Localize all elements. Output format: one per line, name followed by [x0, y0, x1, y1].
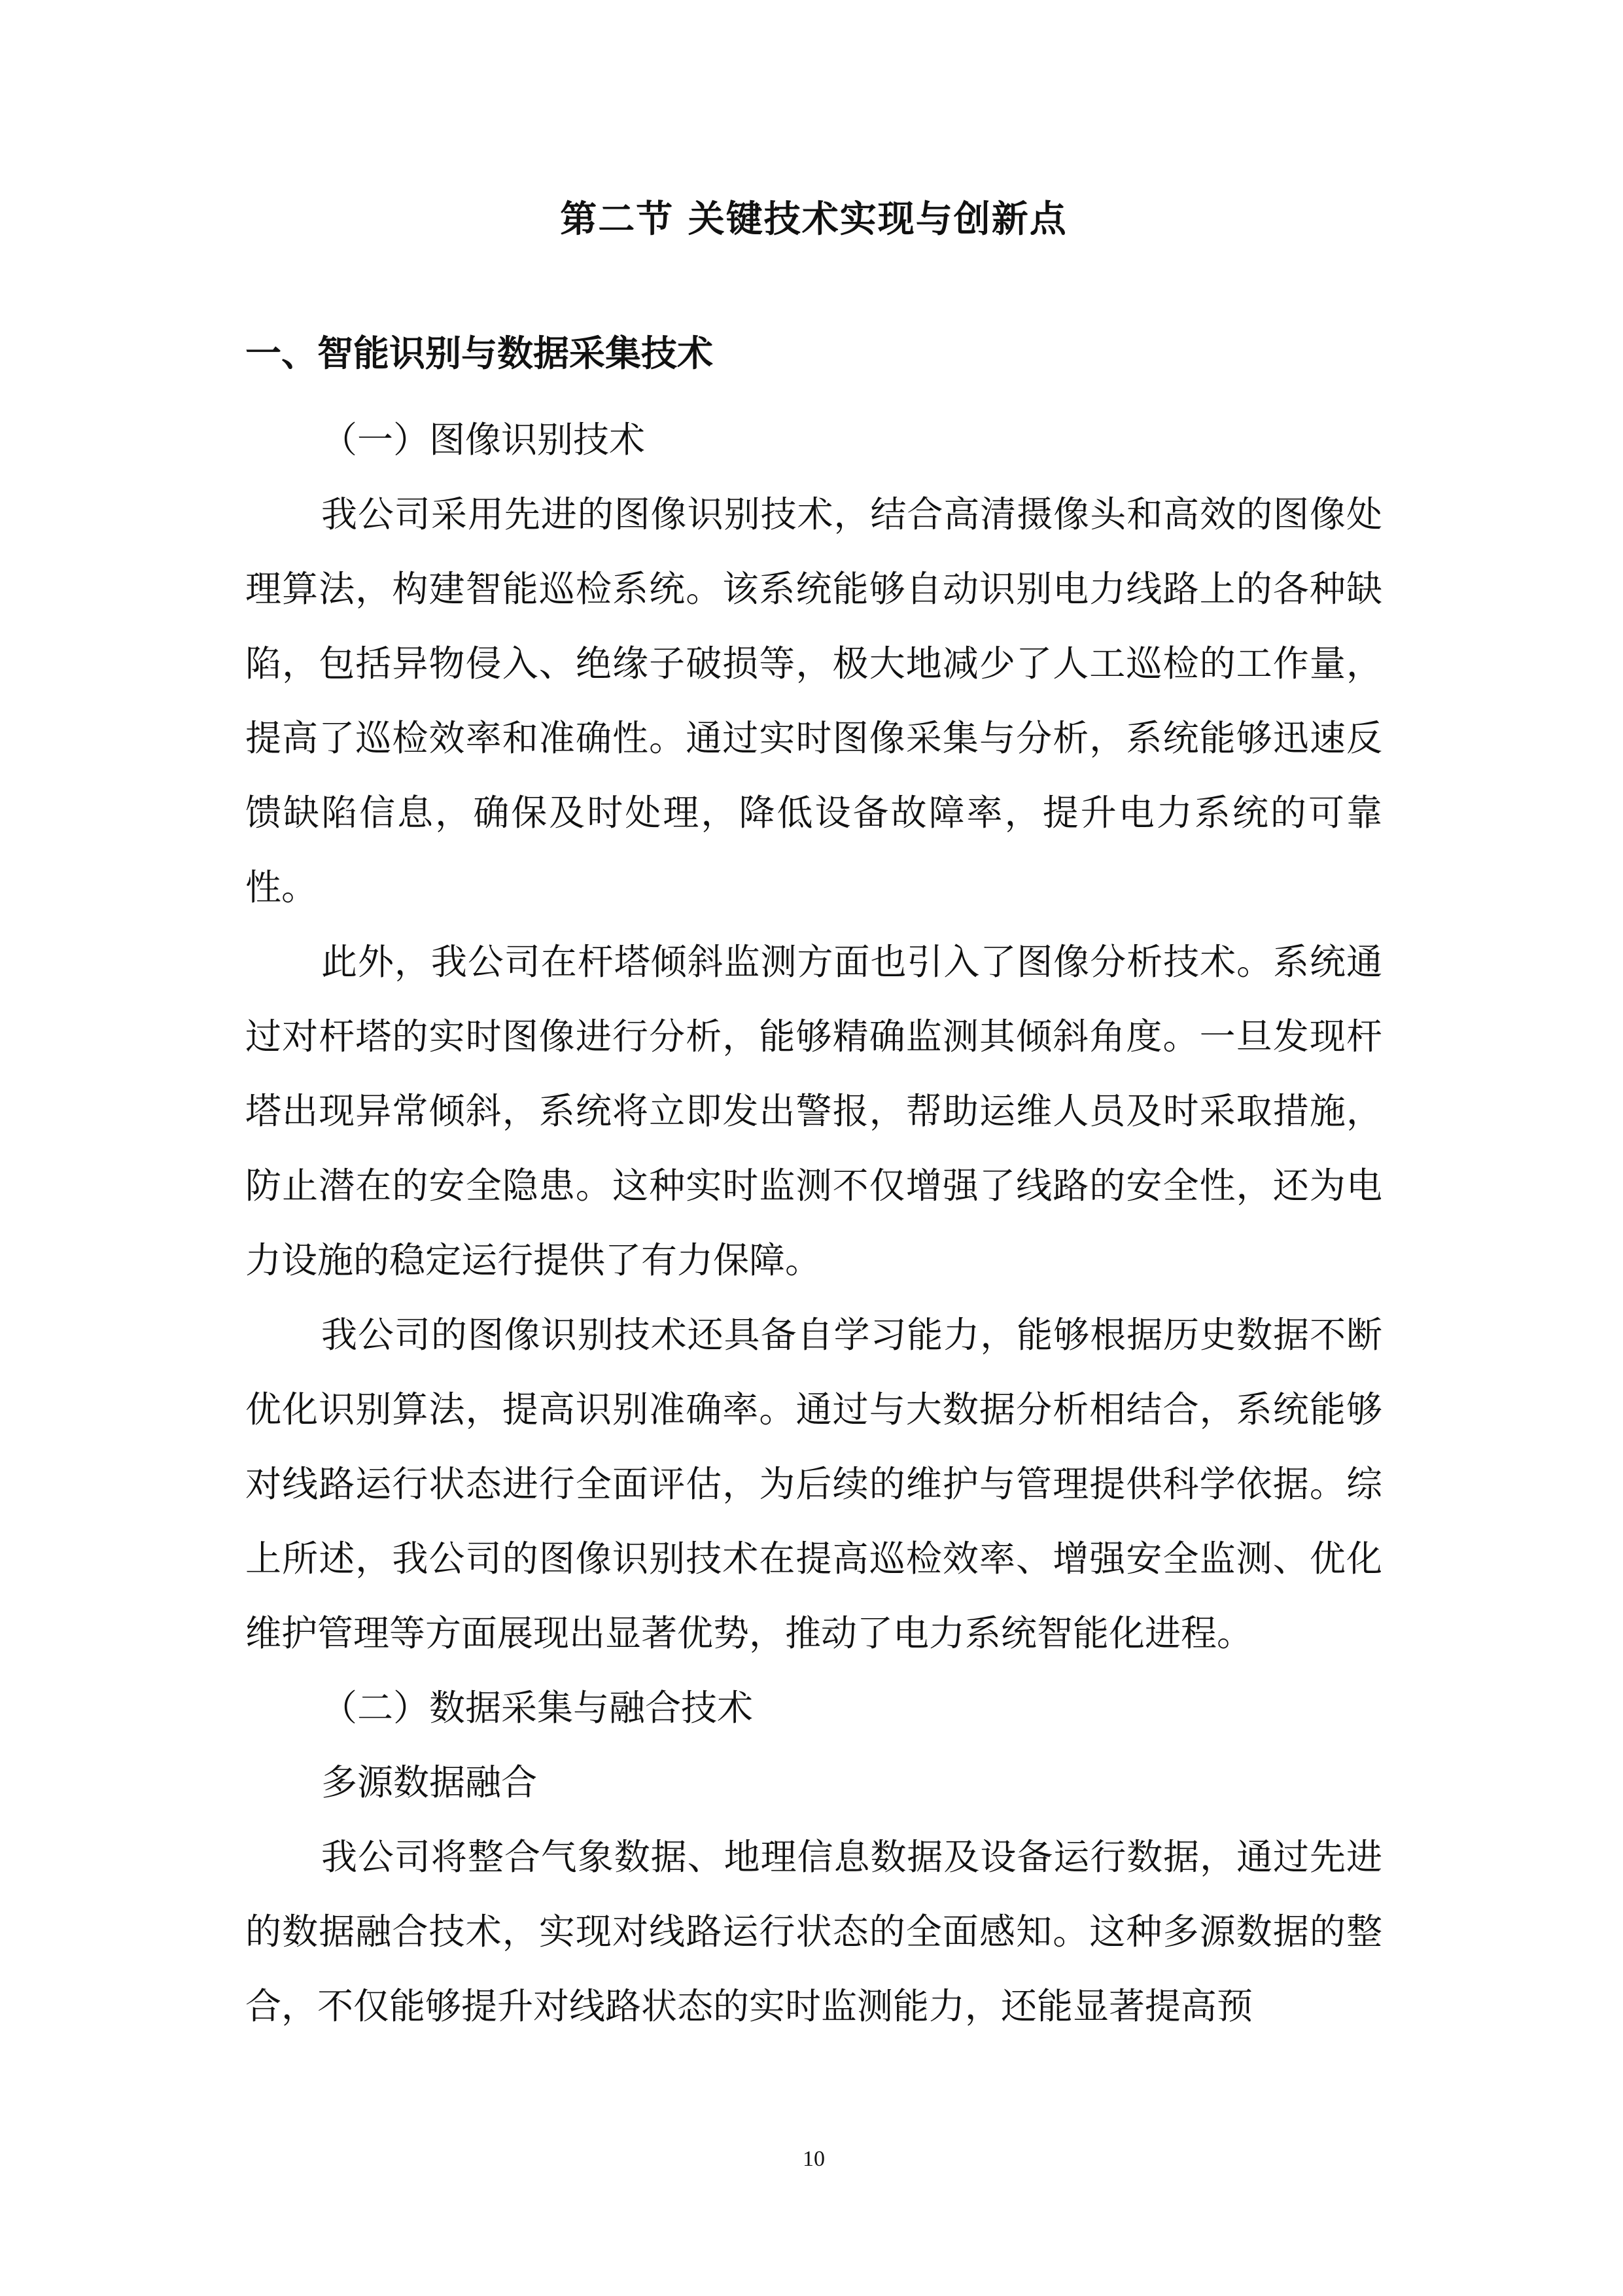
page-number: 10: [803, 2147, 825, 2171]
paragraph: 我公司的图像识别技术还具备自学习能力，能够根据历史数据不断优化识别算法，提高识别准确率。通过与大数据分析相结合，系统能够对线路运行状态进行全面评估，为后续的维护与管理提供科学依据。综上所述，我公司的图像识别技术在提高巡检效率、增强安全监测、优化维护管理等方面展现出显著优势，推动了电力系统智能化进程。: [245, 1314, 1382, 1654]
paragraph: 我公司将整合气象数据、地理信息数据及设备运行数据，通过先进的数据融合技术，实现对线路运行状态的全面感知。这种多源数据的整合，不仅能够提升对线路状态的实时监测能力，还能显著提高预: [245, 1836, 1382, 2027]
document-page: [245, 0, 1382, 2296]
subsection-heading-image-recognition: （一）图像识别技术: [321, 419, 646, 461]
body-text: [245, 402, 1382, 2043]
section-title: 第二节 关键技术实现与创新点: [560, 198, 1068, 241]
paragraph: 我公司采用先进的图像识别技术，结合高清摄像头和高效的图像处理算法，构建智能巡检系统。该系统能够自动识别电力线路上的各种缺陷，包括异物侵入、绝缘子破损等，极大地减少了人工巡检的工作量，提高了巡检效率和准确性。通过实时图像采集与分析，系统能够迅速反馈缺陷信息，确保及时处理，降低设备故障率，提升电力系统的可靠性。: [245, 493, 1382, 908]
paragraph: 此外，我公司在杆塔倾斜监测方面也引入了图像分析技术。系统通过对杆塔的实时图像进行分析，能够精确监测其倾斜角度。一旦发现杆塔出现异常倾斜，系统将立即发出警报，帮助运维人员及时采取措施，防止潜在的安全隐患。这种实时监测不仅增强了线路的安全性，还为电力设施的稳定运行提供了有力保障。: [245, 941, 1382, 1281]
subsection-heading-data-collection: （二）数据采集与融合技术: [321, 1687, 754, 1729]
subsection-item-heading: 多源数据融合: [321, 1761, 538, 1803]
section-heading: 一、智能识别与数据采集技术: [245, 332, 714, 374]
